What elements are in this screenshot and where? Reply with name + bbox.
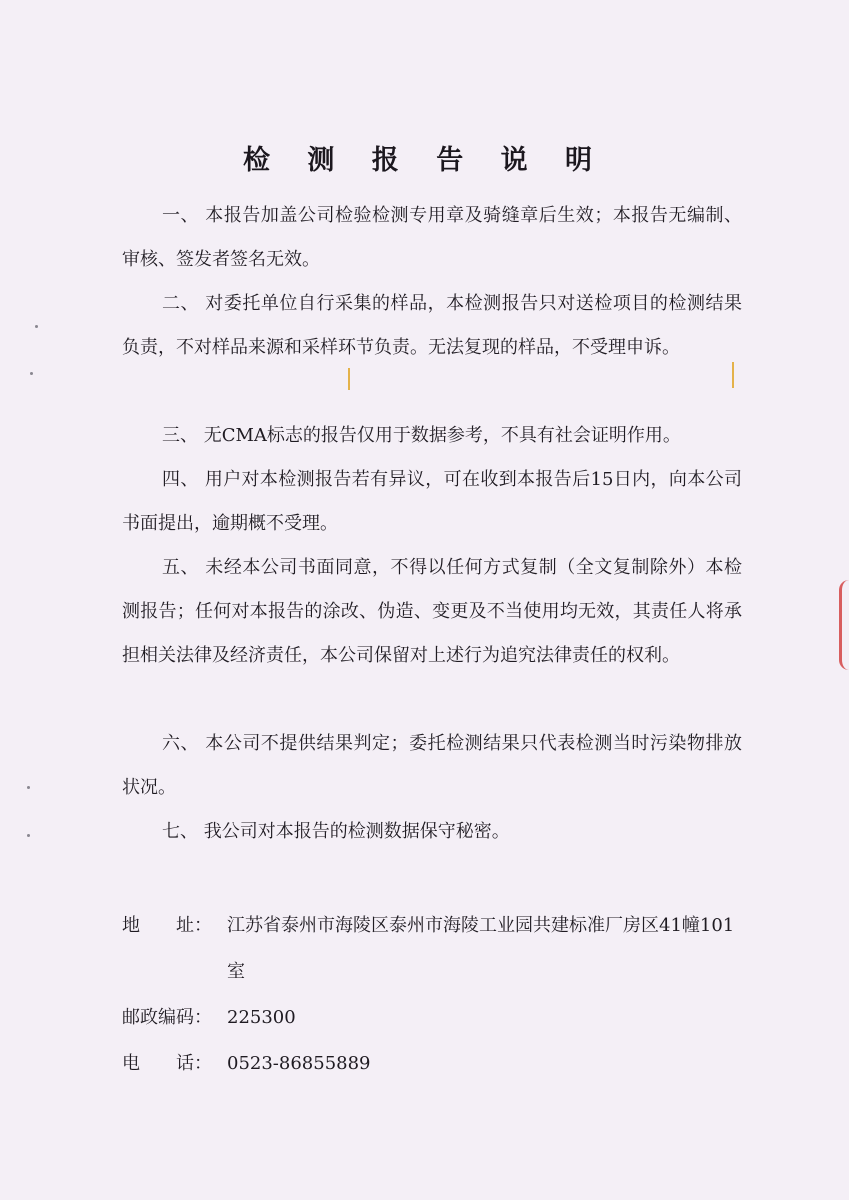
address-row bbox=[122, 903, 742, 995]
paragraph-6: 六、 本公司不提供结果判定；委托检测结果只代表检测当时污染物排放状况。 bbox=[122, 733, 742, 798]
paragraph-2: 二、 对委托单位自行采集的样品，本检测报告只对送检项目的检测结果负责，不对样品来源和采样环节负责。无法复现的样品，不受理申诉。 bbox=[122, 293, 742, 358]
postcode-value: 225300 bbox=[227, 1007, 296, 1028]
seam-seal-edge bbox=[839, 580, 849, 670]
paragraph-5: 五、 未经本公司书面同意，不得以任何方式复制（全文复制除外）本检测报告；任何对本报告的涂改、伪造、变更及不当使用均无效，其责任人将承担相关法律及经济责任，本公司保留对上述行为追究法律责任的权利。 bbox=[122, 557, 742, 666]
paragraph-3: 三、 无CMA标志的报告仅用于数据参考，不具有社会证明作用。 bbox=[162, 425, 681, 446]
binding-mark-right bbox=[732, 362, 734, 388]
page-title: 检 测 报 告 说 明 bbox=[243, 145, 606, 176]
address-label: 地 址： bbox=[122, 915, 212, 936]
postcode-row bbox=[122, 995, 742, 1041]
speck bbox=[27, 834, 30, 837]
address-value: 江苏省泰州市海陵区泰州市海陵工业园共建标准厂房区41幢101室 bbox=[227, 915, 735, 982]
speck bbox=[35, 325, 38, 328]
phone-label: 电 话： bbox=[122, 1053, 212, 1074]
paragraph-7: 七、 我公司对本报告的检测数据保守秘密。 bbox=[162, 821, 510, 842]
phone-row bbox=[122, 1041, 742, 1087]
paragraph-4: 四、 用户对本检测报告若有异议，可在收到本报告后15日内，向本公司书面提出，逾期概不受理。 bbox=[122, 469, 742, 534]
speck bbox=[30, 372, 33, 375]
paragraph-1: 一、 本报告加盖公司检验检测专用章及骑缝章后生效；本报告无编制、审核、签发者签名无效。 bbox=[122, 205, 742, 270]
contact-block bbox=[122, 903, 742, 1087]
speck bbox=[27, 786, 30, 789]
phone-value: 0523-86855889 bbox=[227, 1053, 371, 1074]
binding-mark-left bbox=[348, 368, 350, 390]
postcode-label: 邮政编码： bbox=[122, 1007, 212, 1028]
